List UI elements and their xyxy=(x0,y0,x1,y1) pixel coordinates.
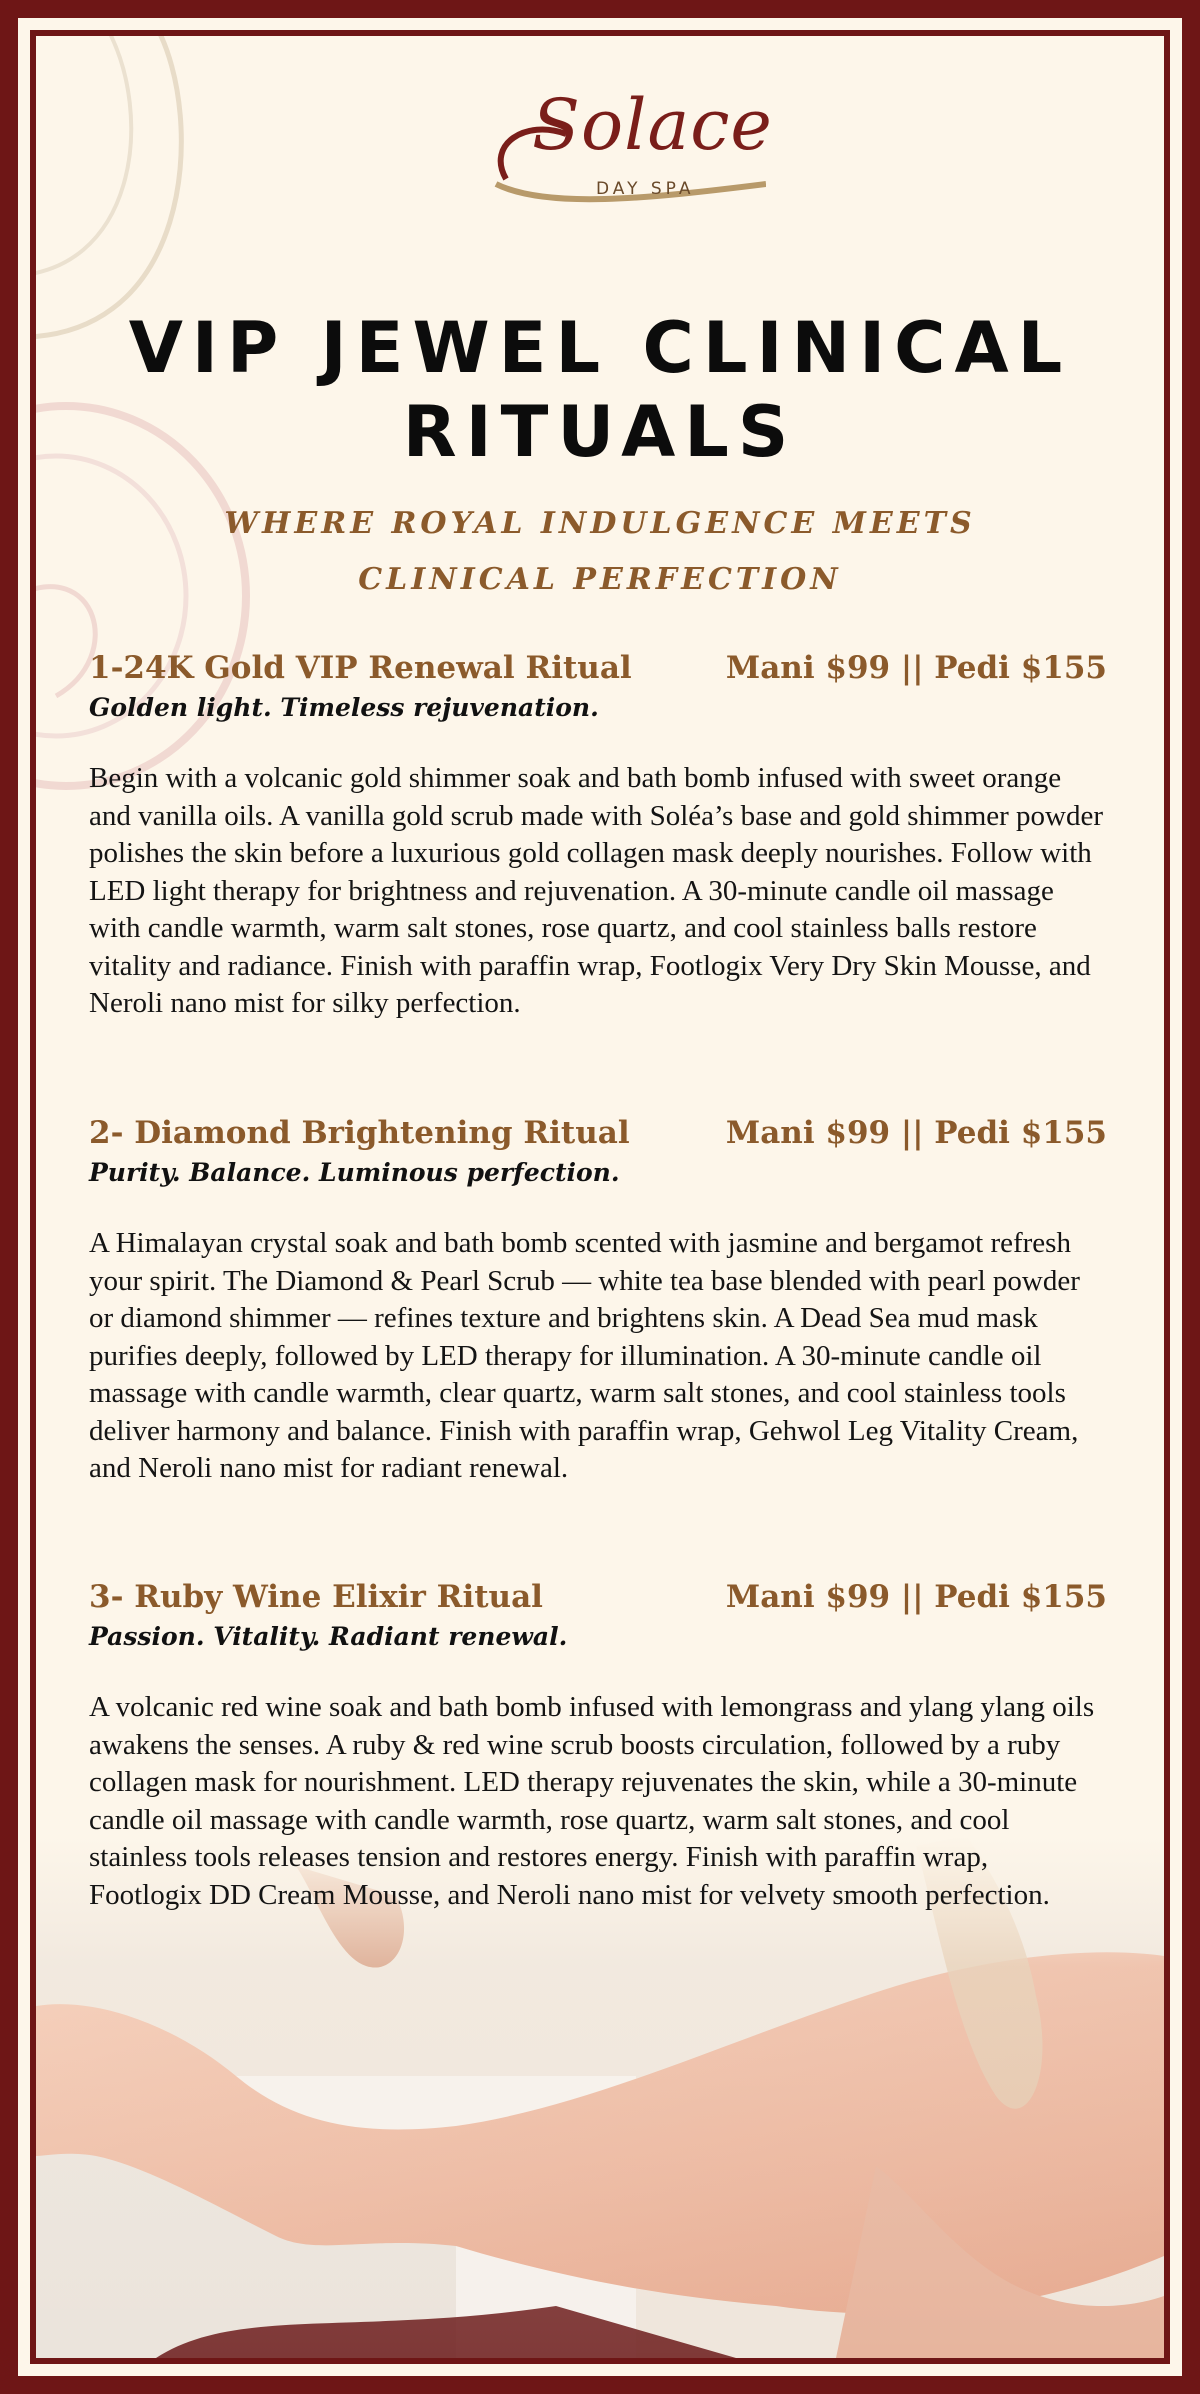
logo-wordmark: Solace xyxy=(532,84,773,166)
subtitle-line-1: WHERE ROYAL INDULGENCE MEETS xyxy=(224,506,976,541)
ritual-description: A volcanic red wine soak and bath bomb infused with lemongrass and ylang ylang oils awakens the senses. A ruby & red wine scrub boosts circulation, followed by a ruby collagen mask for nourishment. LED therapy rejuvenates the skin, while a 30-minute candle oil massage with candle warmth, rose quartz, warm salt stones, and cool stainless tools releases tension and restores energy. Finish with paraffin wrap, Footlogix DD Cream Mousse, and Neroli nano mist for velvety smooth perfection. xyxy=(89,1691,1095,1911)
brand-logo xyxy=(466,84,773,214)
page-title xyxy=(36,306,1164,474)
ritual-tagline: Golden light. Timeless rejuvenation. xyxy=(89,693,599,722)
ritual-tagline: Passion. Vitality. Radiant renewal. xyxy=(89,1622,568,1651)
title-line-2: RITUALS xyxy=(402,391,798,473)
ritual-description: Begin with a volcanic gold shimmer soak and bath bomb infused with sweet orange and vanilla oils. A vanilla gold scrub made with Soléa’s base and gold shimmer powder polishes the skin before a luxurious gold collagen mask deeply nourishes. Follow with LED light therapy for brightness and rejuvenation. A 30-minute candle oil massage with candle warmth, warm salt stones, rose quartz, and cool stainless balls restore vitality and radiance. Finish with paraffin wrap, Footlogix Very Dry Skin Mousse, and Neroli nano mist for silky perfection. xyxy=(89,762,1104,1019)
subtitle-line-2: CLINICAL PERFECTION xyxy=(358,562,842,597)
ritual-name: 1-24K Gold VIP Renewal Ritual xyxy=(89,650,632,686)
ritual-tagline: Purity. Balance. Luminous perfection. xyxy=(89,1158,620,1187)
pedicure-photo xyxy=(36,1836,1164,2358)
logo-tagline: DAY SPA xyxy=(596,179,695,199)
ritual-price: Mani $99 || Pedi $155 xyxy=(725,1579,1107,1615)
ritual-price: Mani $99 || Pedi $155 xyxy=(725,1115,1107,1151)
ritual-description: A Himalayan crystal soak and bath bomb scented with jasmine and bergamot refresh your spirit. The Diamond & Pearl Scrub — white tea base blended with pearl powder or diamond shimmer — refines texture and brightens skin. A Dead Sea mud mask purifies deeply, followed by LED therapy for illumination. A 30-minute candle oil massage with candle warmth, clear quartz, warm salt stones, and cool stainless tools deliver harmony and balance. Finish with paraffin wrap, Gehwol Leg Vitality Cream, and Neroli nano mist for radiant renewal. xyxy=(89,1227,1080,1484)
ritual-name: 2- Diamond Brightening Ritual xyxy=(89,1115,630,1151)
page-subtitle xyxy=(36,496,1164,608)
title-line-1: VIP JEWEL CLINICAL xyxy=(128,307,1072,389)
ritual-name: 3- Ruby Wine Elixir Ritual xyxy=(89,1579,543,1615)
menu-page xyxy=(36,36,1164,2358)
ritual-price: Mani $99 || Pedi $155 xyxy=(725,650,1107,686)
